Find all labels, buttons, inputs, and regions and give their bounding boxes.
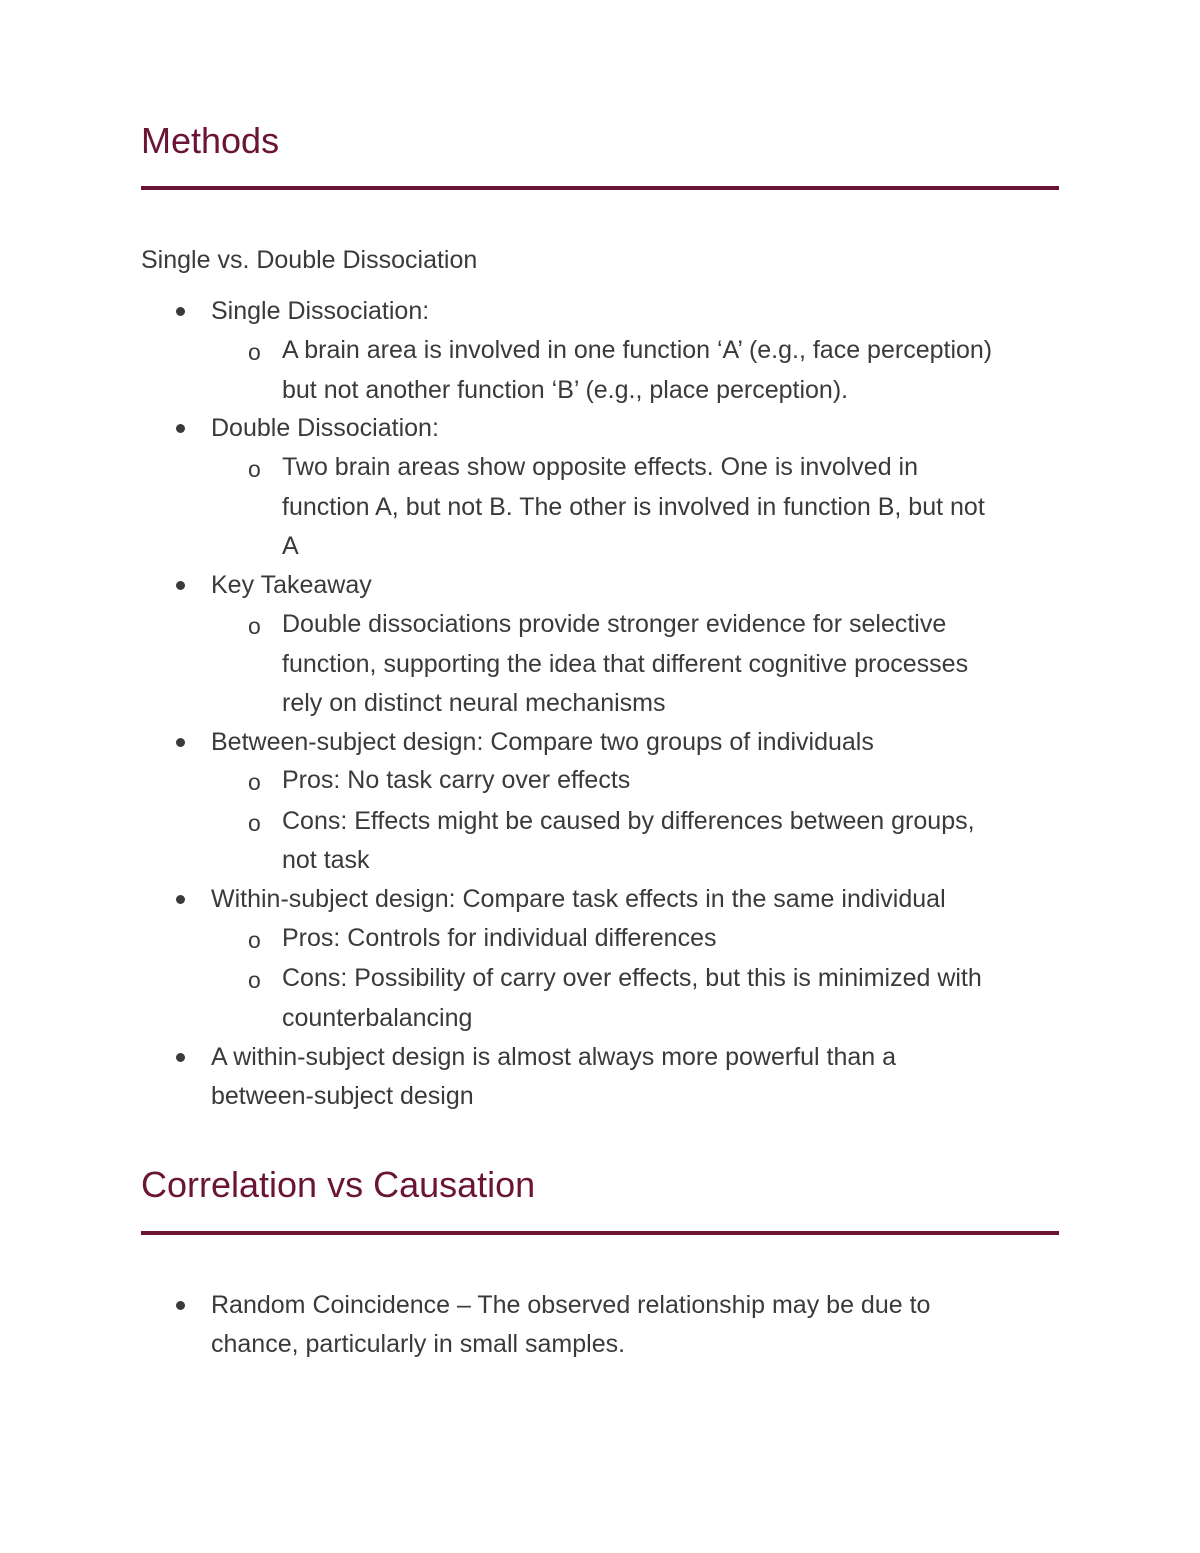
sub-bullet-marker: o — [248, 769, 261, 795]
bullet-marker — [176, 307, 185, 316]
section-heading-correlation: Correlation vs Causation — [141, 1164, 536, 1205]
sub-item-line: A brain area is involved in one function ‘A’ (e.g., face perception) — [282, 336, 993, 364]
bullet-marker — [176, 1053, 185, 1062]
list-item-line: A within-subject design is almost always more powerful than a — [211, 1043, 897, 1071]
heading-rule — [141, 186, 1059, 190]
bullet-marker — [176, 581, 185, 590]
sub-item-line: function, supporting the idea that different cognitive processes — [282, 650, 969, 678]
sub-bullet-marker: o — [248, 927, 261, 953]
section-heading-methods: Methods — [141, 120, 280, 161]
list-item-line: between-subject design — [211, 1082, 474, 1110]
sub-item-line: rely on distinct neural mechanisms — [282, 689, 666, 717]
sub-bullet-marker: o — [248, 339, 261, 365]
sub-item-line: counterbalancing — [282, 1004, 473, 1032]
sub-item-line: Cons: Possibility of carry over effects, but this is minimized with — [282, 964, 982, 992]
sub-item-line: not task — [282, 846, 370, 874]
sub-item-line: A — [282, 532, 299, 560]
bullet-marker — [176, 895, 185, 904]
sub-item-line: function A, but not B. The other is involved in function B, but not — [282, 493, 985, 521]
list-item-line: chance, particularly in small samples. — [211, 1330, 626, 1358]
list-item-label: Key Takeaway — [211, 571, 372, 599]
list-item-label: Between-subject design: Compare two groups of individuals — [211, 728, 874, 756]
list-item-label: Within-subject design: Compare task effects in the same individual — [211, 885, 946, 913]
sub-item-line: Two brain areas show opposite effects. One is involved in — [282, 453, 918, 481]
bullet-marker — [176, 1301, 185, 1310]
sub-bullet-marker: o — [248, 810, 261, 836]
list-item-line: Random Coincidence – The observed relationship may be due to — [211, 1291, 931, 1319]
sub-item-line: but not another function ‘B’ (e.g., place perception). — [282, 376, 849, 404]
list-item-label: Double Dissociation: — [211, 414, 439, 442]
sub-item-line: Pros: No task carry over effects — [282, 766, 631, 794]
sub-item-line: Pros: Controls for individual differences — [282, 924, 717, 952]
sub-bullet-marker: o — [248, 967, 261, 993]
heading-rule — [141, 1231, 1059, 1235]
list-item-label: Single Dissociation: — [211, 297, 430, 325]
bullet-marker — [176, 738, 185, 747]
subheading: Single vs. Double Dissociation — [141, 246, 478, 274]
bullet-marker — [176, 424, 185, 433]
sub-bullet-marker: o — [248, 613, 261, 639]
sub-item-line: Cons: Effects might be caused by differences between groups, — [282, 807, 975, 835]
sub-bullet-marker: o — [248, 456, 261, 482]
sub-item-line: Double dissociations provide stronger evidence for selective — [282, 610, 947, 638]
